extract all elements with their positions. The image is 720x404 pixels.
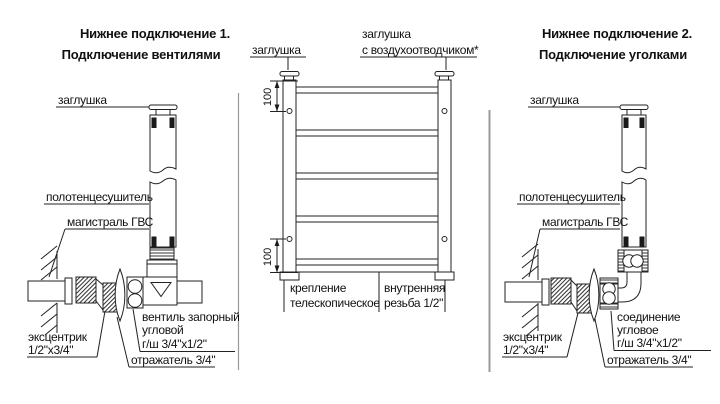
right-ecc-text1: эксцентрик — [503, 330, 562, 344]
left-plug-label — [56, 93, 151, 107]
thread-text1: внутренняя — [384, 281, 446, 295]
left-rail-text: полотенцесушитель — [46, 190, 153, 204]
right-conn-text1: соединение — [617, 310, 681, 324]
left-ecc-text1: эксцентрик — [28, 330, 87, 344]
thread-text2: резьба 1/2" — [384, 296, 444, 310]
center-plug-text: заглушка — [252, 43, 301, 57]
left-valve-text3: г/ш 3/4"x1/2" — [142, 337, 207, 351]
left-rail-label — [44, 190, 153, 204]
dim-top-text: 100 — [262, 87, 274, 107]
right-eccentric-label — [502, 313, 578, 357]
right-conn-text2: угловое — [617, 323, 659, 337]
left-plug-text: заглушка — [58, 93, 107, 107]
section-left — [27, 26, 240, 367]
right-supply-label — [529, 215, 629, 277]
section-right — [502, 26, 711, 367]
left-towel-pipe — [150, 115, 176, 247]
right-supply-text: магистраль ГВС — [542, 215, 629, 229]
right-wall-pipe — [505, 279, 549, 305]
right-refl-text: отражатель 3/4" — [607, 353, 692, 367]
left-wall-pipe — [28, 278, 72, 304]
left-pipe-cap — [149, 105, 177, 115]
left-refl-text: отражатель 3/4" — [131, 353, 216, 367]
center-vent-text1: заглушка — [362, 27, 411, 41]
right-plug-label — [528, 93, 620, 107]
right-rail-label — [517, 190, 626, 204]
right-rail-text: полотенцесушитель — [519, 190, 626, 204]
left-eccentric-label — [27, 311, 105, 357]
right-eccentric — [551, 278, 591, 313]
left-title-line1: Нижнее подключение 1. — [79, 26, 231, 41]
radiator-drawing — [280, 72, 454, 281]
mount-text2: телескопическое — [290, 296, 380, 310]
center-plug-label — [250, 43, 306, 70]
center-bottom-labels — [284, 272, 445, 312]
left-ecc-text2: 1/2"x3/4" — [28, 343, 74, 357]
left-valve-text2: угловой — [142, 323, 184, 337]
right-ecc-text2: 1/2"x3/4" — [503, 343, 549, 357]
right-plug-text: заглушка — [530, 93, 579, 107]
mount-text1: крепление — [290, 281, 347, 295]
left-valve-label — [133, 309, 240, 352]
left-eccentric — [76, 277, 117, 312]
right-pipe-cap — [620, 105, 648, 115]
left-valve-text1: вентиль запорный — [142, 310, 240, 324]
left-title-line2: Подключение вентилями — [61, 47, 221, 62]
center-vent-text2: с воздухоотводчиком* — [362, 43, 479, 57]
right-corner-label — [611, 310, 711, 351]
right-title-line1: Нижнее подключение 2. — [541, 26, 693, 41]
left-escutcheon — [115, 269, 125, 321]
left-valve-assembly — [127, 248, 202, 308]
center-airvent-label — [360, 27, 479, 70]
left-supply-label — [49, 215, 154, 277]
dim-bottom-text: 100 — [262, 247, 274, 267]
right-title-line2: Подключение уголками — [538, 47, 688, 62]
left-supply-text: магистраль ГВС — [67, 215, 154, 229]
right-elbow-assembly — [600, 250, 648, 309]
right-conn-text3: г/ш 3/4"x1/2" — [617, 336, 682, 350]
section-center — [250, 27, 479, 312]
